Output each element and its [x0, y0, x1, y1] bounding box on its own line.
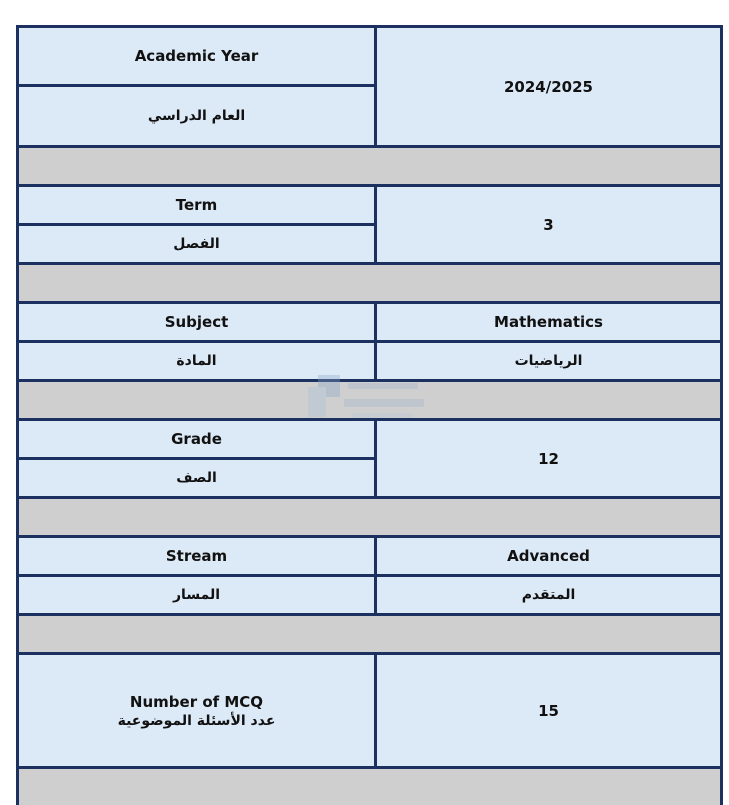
- subject-label-ar: المادة: [19, 343, 374, 379]
- subject-value-ar: الرياضيات: [377, 343, 720, 379]
- term-label-en: Term: [19, 187, 374, 223]
- academic-year-label-ar: العام الدراسي: [19, 87, 374, 145]
- subject-label-en: Subject: [19, 304, 374, 340]
- grade-value: 12: [377, 421, 720, 496]
- stream-label-en: Stream: [19, 538, 374, 574]
- term-value: 3: [377, 187, 720, 262]
- subject-value-en: Mathematics: [377, 304, 720, 340]
- mcq-label: [19, 655, 374, 766]
- academic-year-label-en: Academic Year: [19, 28, 374, 84]
- mcq-label-en: Number of MCQ: [129, 692, 264, 711]
- mcq-label-ar: عدد الأسئلة الموضوعية: [117, 712, 276, 729]
- section-separator: [19, 148, 720, 184]
- section-separator: [19, 499, 720, 535]
- watermark-logo-icon: [308, 373, 428, 427]
- section-separator: [19, 265, 720, 301]
- grade-label-en: Grade: [19, 421, 374, 457]
- stream-label-ar: المسار: [19, 577, 374, 613]
- term-label-ar: الفصل: [19, 226, 374, 262]
- stream-value-ar: المتقدم: [377, 577, 720, 613]
- grade-label-ar: الصف: [19, 460, 374, 496]
- mcq-value: 15: [377, 655, 720, 766]
- academic-year-value: 2024/2025: [377, 28, 720, 145]
- stream-value-en: Advanced: [377, 538, 720, 574]
- section-separator: [19, 616, 720, 652]
